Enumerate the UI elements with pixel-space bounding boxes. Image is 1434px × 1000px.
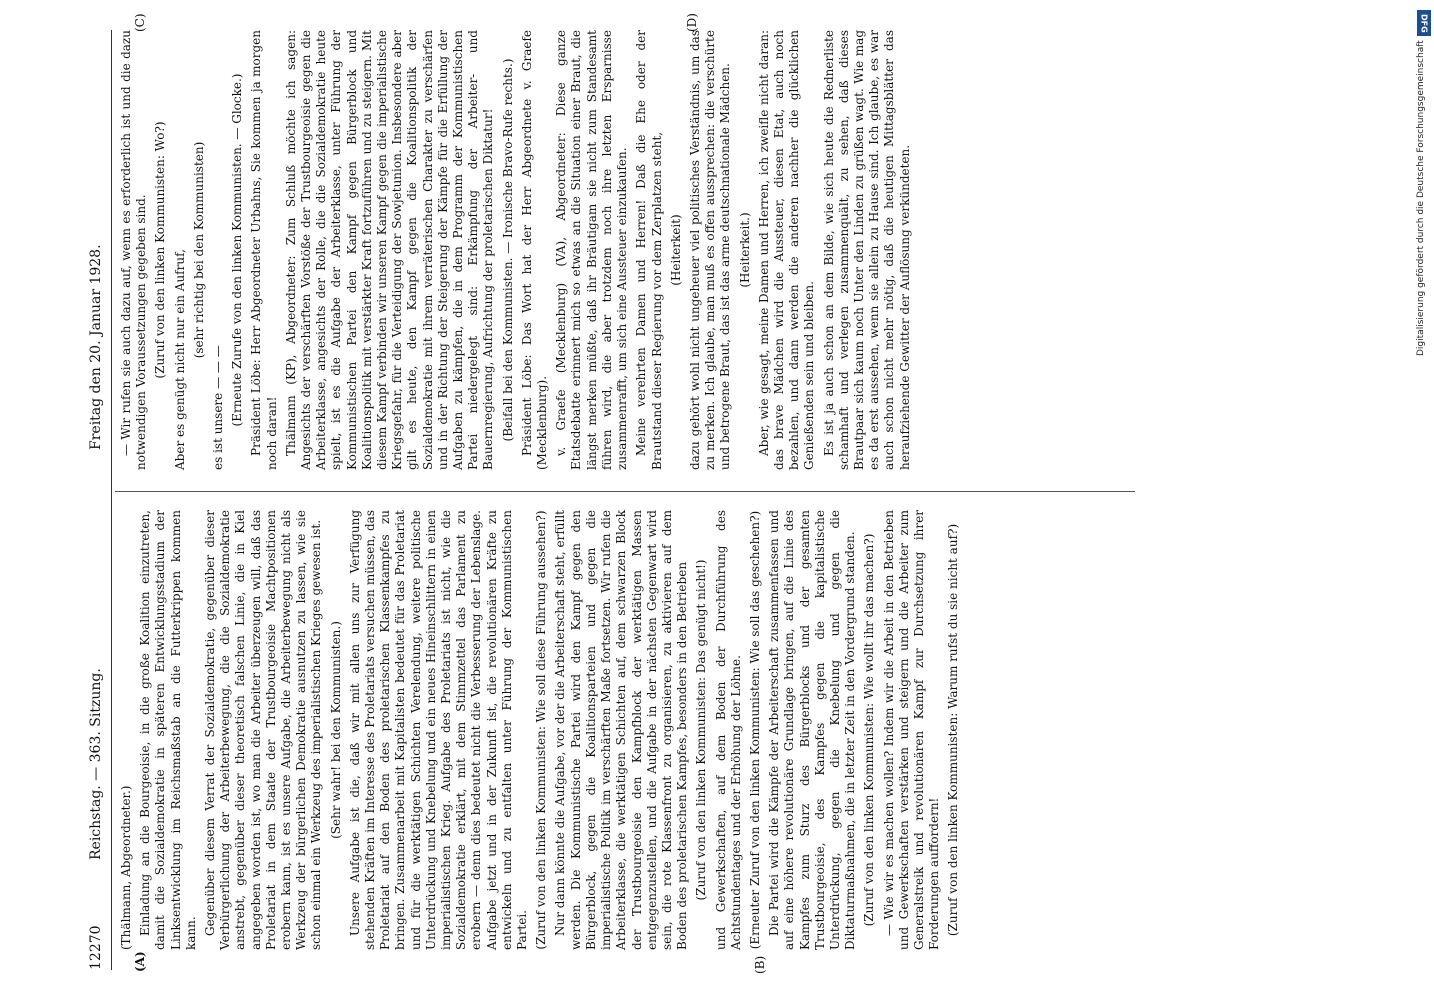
interjection: (Heiterkeit.) [737, 212, 752, 288]
interjection: (Zuruf von den linken Kommunisten: Wie wollt ihr das machen?) [862, 533, 877, 927]
session-title: Reichstag. — 363. Sitzung. [88, 668, 104, 860]
interjection: (Sehr wahr! bei den Kommunisten.) [328, 621, 343, 839]
paragraph: Die Partei wird die Kämpfe der Arbeiterschaft zusammenfassen und auf eine höhere revolutionäre Grundlage bringen, auf die Linie des Kampfes zum Sturz des Bürgerblocks und der gesamten Trustbourgeoisie, des Kampfes gegen die kapitalistische Unterdrückung, gegen die Knebelung und gegen die Diktaturmaßnahmen, die in letzter Zeit in den Vordergrund standen. [767, 510, 858, 950]
paragraph: v. Graefe (Mecklenburg) (VA), Abgeordneter: Diese ganze Etatsdebatte erinnert mich so etwas an die Situation einer Braut, die längst merken müßte, daß ihr Bräutigam sie nicht zum Standesamt führen wird, die aber trotzdem noch ihre letzten Ersparnisse zusammenrafft, um sich eine Aussteuer einzukaufen. [554, 30, 630, 470]
paragraph: Meine verehrten Damen und Herren! Daß die Ehe oder der Brautstand dieser Regierung vor dem Zerplatzen steht, [634, 30, 664, 470]
rotated-document-page [85, 10, 1425, 990]
paragraph: dazu gehört wohl nicht ungeheuer viel politisches Verständnis, um das zu merken. Ich glaube, man muß es offen aussprechen: die verschürte und betrogene Braut, das ist das arme deutschnationale Mädchen. [687, 30, 733, 470]
interjection: (Zuruf von den linken Kommunisten: Wie soll diese Führung aussehen?) [534, 510, 549, 950]
digitization-credit-text: Digitalisierung gefördert durch die Deutsche Forschungsgemeinschaft [1416, 40, 1426, 356]
paragraph: — Wie wir es machen wollen? Indem wir die Arbeit in den Betrieben und Gewerkschaften verstärken und steigern und die Arbeiter zum Generalstreik und revolutionären Kampf zur Durchsetzung ihrer Forderungen auffordern! [881, 510, 942, 950]
left-column [119, 510, 961, 950]
margin-marker-c: (C) [133, 13, 147, 32]
paragraph: Unsere Aufgabe ist die, daß wir mit allen uns zur Verfügung stehenden Kräften im Interesse des Proletariats versuchen müssen, das Proletariat auf den Boden des proletarischen Klassenkampfes zu bringen. Zusammenarbeit mit Kapitalisten bedeutet für das Proletariat und für die werktätigen Schichten Verelendung, weitere politische Unterdrückung und Knebelung und ein neues Hineinschlittern in einen imperialistischen Krieg. Aufgabe des Proletariats ist nicht, wie die Sozialdemokratie erklärt, mit dem Stimmzettel das Parlament zu erobern — denn dies bedeutet nicht die Verbesserung der Lebenslage. Aufgabe jetzt und in der Zukunft ist, die revolutionären Kräfte zu entwickeln und zu entfalten unter Führung der Kommunistischen Partei. [347, 510, 530, 950]
dfg-logo-icon: DFG [1417, 10, 1431, 36]
interjection: (Erneuter Zuruf von den linken Kommunisten: Wie soll das geschehen?) [747, 510, 762, 950]
paragraph: Präsident Löbe: Herr Abgeordneter Urbahns, Sie kommen ja morgen noch daran! [249, 30, 279, 470]
right-column [119, 30, 912, 470]
interjection: (Zuruf von den linken Kommunisten: Das genügt nicht!) [694, 559, 709, 901]
paragraph: Aber es genügt nicht nur ein Aufruf, [172, 249, 187, 470]
interjection: (sehr richtig bei den Kommunisten) [191, 141, 206, 359]
interjection: (Zuruf von den linken Kommunisten: Warum rufst du sie nicht auf?) [946, 523, 961, 937]
paragraph: — Wir rufen sie auch dazu auf, wenn es erforderlich ist und die dazu notwendigen Voraussetzungen gegeben sind. [119, 30, 149, 470]
interjection: (Heiterkeit) [668, 214, 683, 286]
paragraph: es ist unsere — — — [211, 345, 226, 470]
paragraph: Nur dann könnte die Aufgabe, vor der die Arbeiterschaft steht, erfüllt werden. Die Kommunistische Partei wird den Kampf gegen den Bürgerblock, gegen die Koalitionsparteien und gegen die imperialistische Politik im verschärften Maße fortsetzen. Wir rufen die Arbeiterklasse, die werktätigen Schichten auf, dem schwarzen Block der Trustbourgeoisie den Kampfblock der werktätigen Massen entgegenzustellen, und die Aufgabe in der nächsten Gegenwart wird sein, die rote Klassenfront zu organisieren, zu aktivieren auf dem Boden des proletarischen Kampfes, besonders in den Betrieben [553, 510, 690, 950]
margin-marker-d: (D) [685, 13, 699, 32]
interjection: (Zuruf von den linken Kommunisten: Wo?) [153, 121, 168, 379]
page-header [85, 30, 112, 970]
margin-marker-a: (A) [133, 951, 147, 972]
paragraph: Thälmann (KP), Abgeordneter: Zum Schluß möchte ich sagen: Angesichts der verschärften Vorstöße der Trustbourgeoisie gegen die Arbeiterklasse, angesichts der Rolle, die die Sozialdemokratie heute spielt, ist es die Aufgabe der Arbeiterklasse, unter Führung der Kommunistischen Partei den Kampf gegen Bürgerblock und Koalitionspolitik mit verstärkter Kraft fortzuführen und zu steigern. Mit diesem Kampf verbinden wir unseren Kampf gegen die imperialistische Kriegsgefahr, für die Verteidigung der Sowjetunion. Insbesondere aber gilt es heute, den Kampf gegen die Koalitionspolitik der Sozialdemokratie mit ihrem verräterischen Charakter zu verschärfen und in der Richtung der Steigerung der Kämpfe für die Erfüllung der Aufgaben zu kämpfen, die in dem Programm der Kommunistischen Partei niedergelegt sind: Erkämpfung der Arbeiter- und Bauernregierung, Aufrichtung der proletarischen Diktatur! [283, 30, 496, 470]
digitization-credit-sidebar [1416, 8, 1434, 992]
interjection: (Erneute Zurufe von den linken Kommunisten. — Glocke.) [230, 73, 245, 427]
paragraph: und Gewerkschaften, auf dem Boden der Durchführung des Achtstundentages und der Erhöhung der Löhne. [713, 510, 743, 950]
paragraph: Präsident Löbe: Das Wort hat der Herr Abgeordnete v. Graefe (Mecklenburg). [519, 30, 550, 470]
paragraph: Es ist ja auch schon an dem Bilde, wie sich heute die Rednerliste schamhaft und verlegen zusammenquält, zu sehen, daß dieses Brautpaar sich kaum noch Unter den Linden zu grüßen wagt. Wie mag es da erst aussehen, wenn sie allein zu Hause sind. Ich glaube, es war auch schon nicht mehr nötig, daß die heutigen Mittagsblätter das heraufziehende Gewitter der Auflösung verkündeten. [821, 30, 912, 470]
speaker-tag: (Thälmann, Abgeordneter.) [119, 785, 133, 950]
paragraph: Gegenüber diesem Verrat der Sozialdemokratie, gegenüber dieser Verbürgerlichung der Arbeiterbewegung, die die Sozialdemokratie anstrebt, gegenüber dieser theoretisch falschen Linie, die in Kiel angegeben worden ist, wo man die Arbeiter überzeugen will, daß das Proletariat in dem Staate der Trustbourgeoisie Machtpositionen erobern kann, ist es unsere Aufgabe, die Arbeiterbewegung nicht als Werkzeug der bürgerlichen Demokratie ausnutzen zu lassen, wie sie schon einmal ein Werkzeug des imperialistischen Krieges gewesen ist. [203, 510, 324, 950]
page-number: 12270 [88, 925, 104, 970]
paragraph: Einladung an die Bourgeoisie, in die große Koalition einzutreten, damit die Sozialdemokratie in späteren Entwicklungsstadium der Linksentwicklung im Reichsmaßstab an die Futterkrippen kommen kann. [138, 510, 198, 950]
column-divider [115, 491, 1135, 492]
interjection: (Beifall bei den Kommunisten. — Ironische Bravo-Rufe rechts.) [500, 58, 515, 442]
paragraph: Aber, wie gesagt, meine Damen und Herren, ich zweifle nicht daran: das brave Mädchen wird die Aussteuer, diesen Etat, auch noch bezahlen, und dann werden die anderen nachher die glücklichen Genießenden sein und bleiben. [756, 30, 817, 470]
margin-marker-b: (B) [753, 955, 767, 974]
session-date: Freitag den 20. Januar 1928. [88, 244, 104, 450]
